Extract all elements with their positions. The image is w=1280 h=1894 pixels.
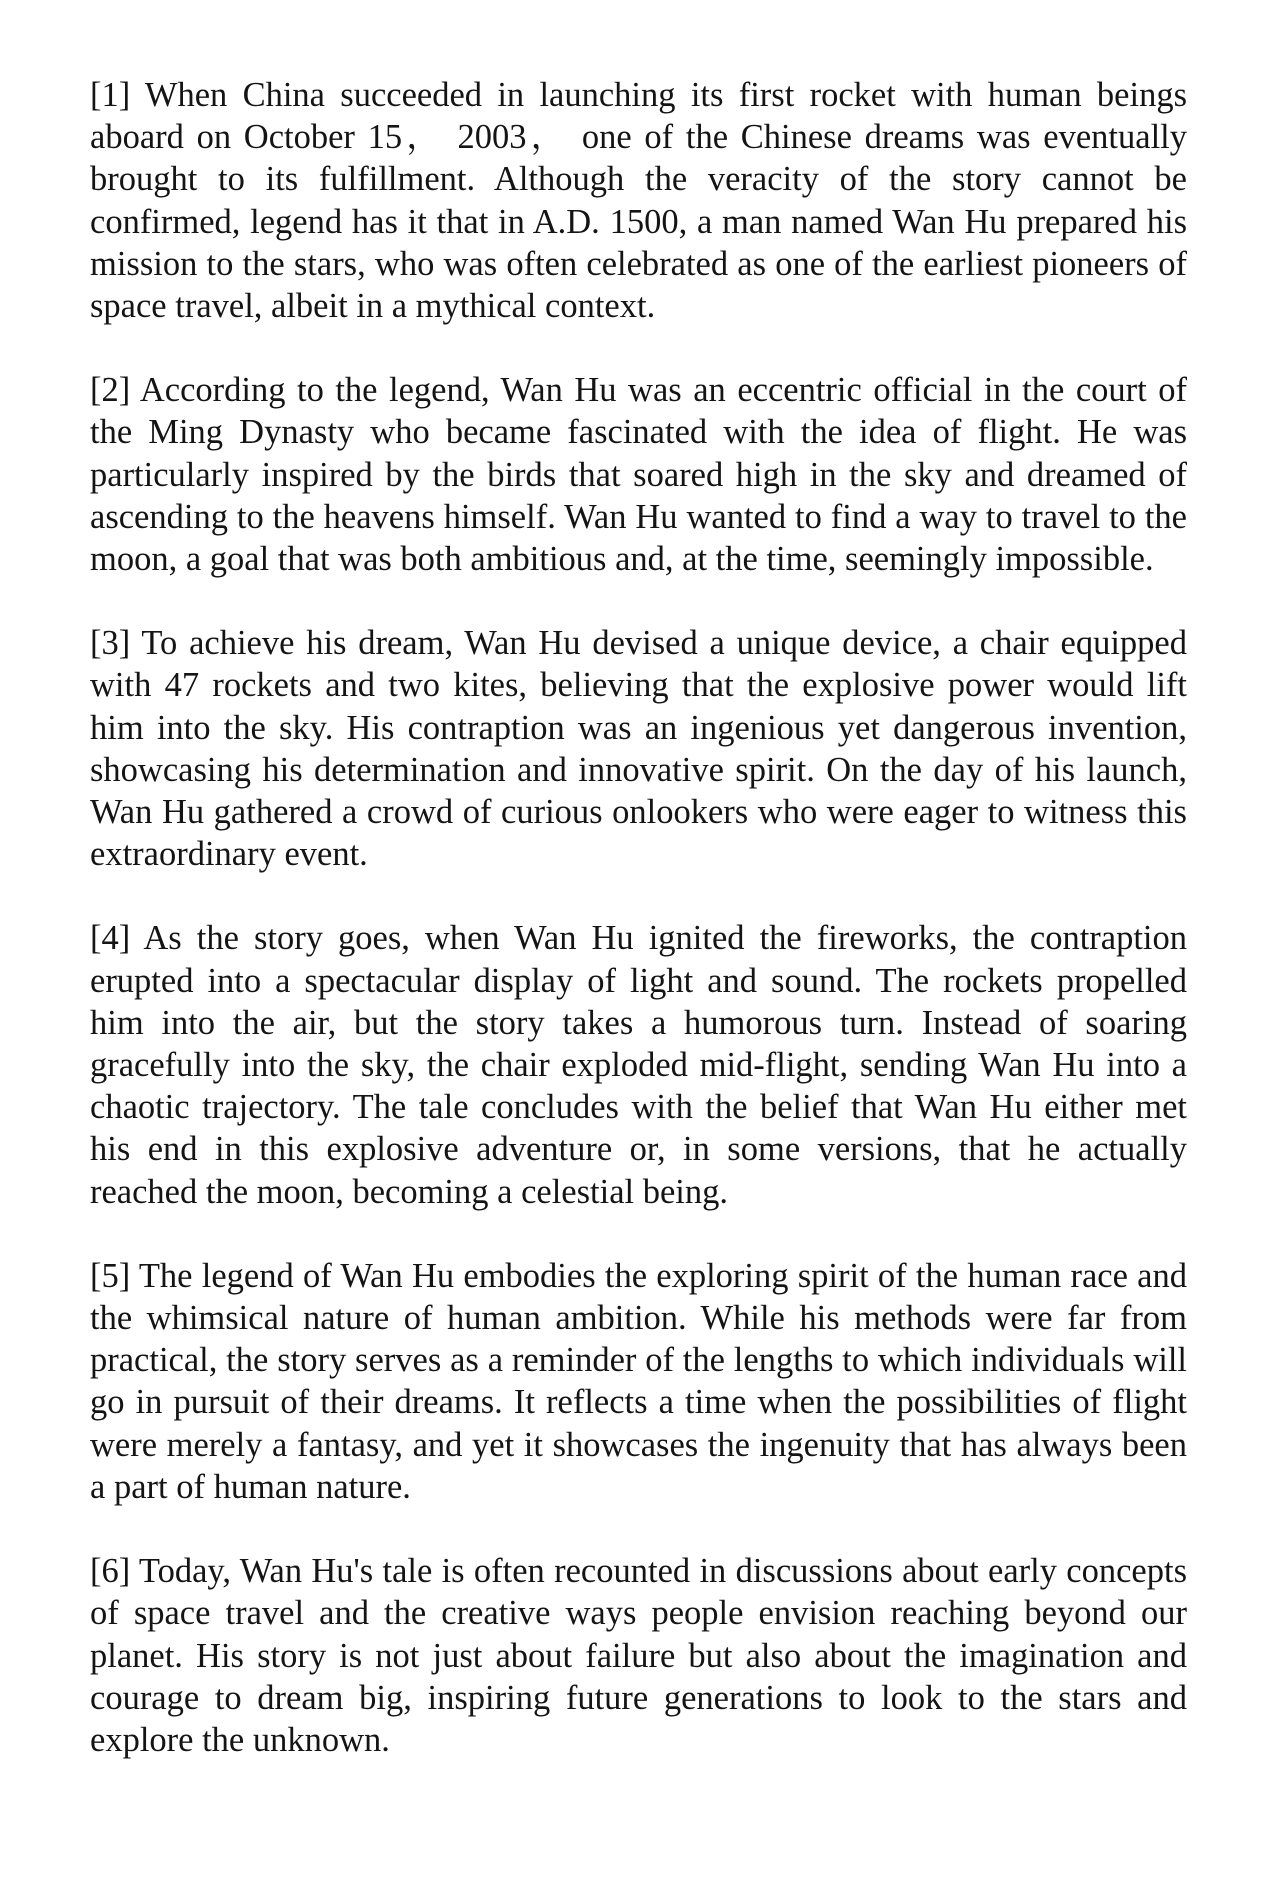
paragraph-5: [5] The legend of Wan Hu embodies the exploring spirit of the human race and the whimsical nature of human ambition. While his methods were far from practical, the story serves as a reminder of the lengths to which individuals will go in pursuit of their dreams. It reflects a time when the possibilities of flight were merely a fantasy, and yet it showcases the ingenuity that has always been a part of human nature. xyxy=(90,1256,1187,1506)
paragraph-3: [3] To achieve his dream, Wan Hu devised a unique device, a chair equipped with 47 rockets and two kites, believing that the explosive power would lift him into the sky. His contraption was an ingenious yet dangerous invention, showcasing his determination and innovative spirit. On the day of his launch, Wan Hu gathered a crowd of curious onlookers who were eager to witness this extraordinary event. xyxy=(90,624,1187,874)
paragraph-1: [1] When China succeeded in launching its first rocket with human beings aboard on October 15， 2003， one of the Chinese dreams was eventually brought to its fulfillment. Although the veracity of the story cannot be confirmed, legend has it that in A.D. 1500, a man named Wan Hu prepared his mission to the stars, who was often celebrated as one of the earliest pioneers of space travel, albeit in a mythical context. xyxy=(90,76,1187,326)
paragraph-6: [6] Today, Wan Hu's tale is often recounted in discussions about early concepts of space travel and the creative ways people envision reaching beyond our planet. His story is not just about failure but also about the imagination and courage to dream big, inspiring future generations to look to the stars and explore the unknown. xyxy=(90,1552,1187,1759)
paragraph-2: [2] According to the legend, Wan Hu was an eccentric official in the court of the Ming Dynasty who became fascinated with the idea of flight. He was particularly inspired by the birds that soared high in the sky and dreamed of ascending to the heavens himself. Wan Hu wanted to find a way to travel to the moon, a goal that was both ambitious and, at the time, seemingly impossible. xyxy=(90,371,1187,579)
paragraph-4: [4] As the story goes, when Wan Hu ignited the fireworks, the contraption erupted into a spectacular display of light and sound. The rockets propelled him into the air, but the story takes a humorous turn. Instead of soaring gracefully into the sky, the chair exploded mid-flight, sending Wan Hu into a chaotic trajectory. The tale concludes with the belief that Wan Hu either met his end in this explosive adventure or, in some versions, that he actually reached the moon, becoming a celestial being. xyxy=(90,919,1187,1211)
document-page xyxy=(90,74,1187,1761)
